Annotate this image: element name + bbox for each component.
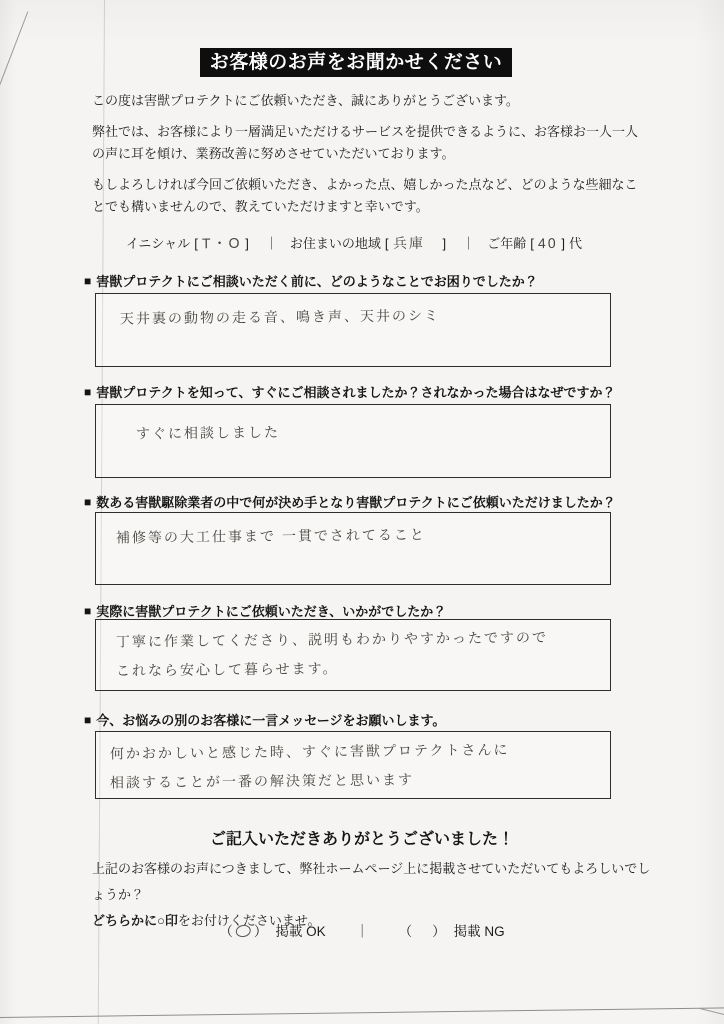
handwritten-answer-3: 補修等の大工仕事まで 一貫でされてること [115, 526, 426, 546]
handwritten-answer-4-line-2: これなら安心して暮らせます。 [115, 660, 339, 679]
initial-label: イニシャル [125, 236, 191, 251]
paren: ） [432, 924, 446, 939]
paper-edge-topleft [0, 11, 28, 88]
thanks-heading: ご記入いただきありがとうございました！ [209, 831, 514, 848]
region-label: お住まいの地域 [289, 236, 381, 251]
bullet-square-icon: ■ [84, 274, 92, 288]
respondent-profile-row [92, 233, 644, 253]
age-label: ご年齢 [487, 236, 527, 251]
paren: ） [253, 924, 268, 939]
publish-ng-label: 掲載 NG [453, 924, 505, 939]
intro-paragraph-3: もしよろしければ今回ご依頼いただき、よかった点、嬉しかった点など、どのような些細なことでも構いませんので、教えていただけますと幸いです。 [92, 177, 638, 214]
publish-ok-option [219, 924, 329, 939]
bracket: [ [530, 236, 534, 251]
paren: （ [219, 924, 233, 939]
intro-section [92, 90, 644, 227]
paren: （ [398, 924, 413, 939]
handwritten-answer-5-line-1: 何かおかしいと感じた時、すぐに害獣プロテクトさんに [109, 741, 510, 762]
bullet-square-icon: ■ [84, 604, 92, 618]
separator: ｜ [462, 236, 476, 251]
question-4-label: ■ 実際に害獣プロテクトにご依頼いただき、いかがでしたか？ [84, 604, 447, 619]
publish-ng-option [399, 924, 505, 939]
handwritten-answer-1: 天井裏の動物の走る音、鳴き声、天井のシミ [119, 307, 441, 327]
form-title-banner [200, 48, 512, 77]
bracket: [ [384, 236, 389, 251]
handwritten-answer-5-line-2: 相談することが一番の解決策だと思います [109, 771, 415, 791]
bullet-square-icon: ■ [84, 713, 92, 727]
answer-box-2 [95, 404, 611, 478]
paper-edge-corner [700, 1008, 724, 1015]
bracket: ] [442, 236, 447, 251]
initial-value-handwritten: T・O [201, 234, 242, 252]
paper-edge-bottom [0, 1007, 724, 1018]
intro-paragraph-2: 弊社では、お客様により一層満足いただけるサービスを提供できるように、お客様お一人一人の声に耳を傾け、業務改善に努めさせていただいております。 [92, 124, 639, 161]
bracket: [ [194, 236, 198, 251]
handwritten-circle-mark [235, 924, 252, 939]
intro-paragraph-1: この度は害獣プロテクトにご依頼いただき、誠にありがとうございます。 [92, 93, 519, 108]
question-1-label: ■ 害獣プロテクトにご相談いただく前に、どのようなことでお困りでしたか？ [84, 274, 538, 289]
answer-box-3 [95, 512, 611, 585]
age-value-handwritten: 40 [537, 234, 558, 252]
answer-box-4 [95, 619, 611, 691]
instruction-rest: をお付けくださいませ。 [177, 913, 321, 928]
question-2-label: ■ 害獣プロテクトを知って、すぐにご相談されましたか？されなかった場合はなぜですか？ [84, 385, 616, 400]
age-suffix: 代 [569, 236, 583, 251]
instruction-bold: どちらかに○印 [92, 913, 178, 928]
form-title: お客様のお声をお聞かせください [209, 52, 503, 73]
handwritten-answer-2: すぐに相談しました [135, 423, 281, 442]
bullet-square-icon: ■ [84, 385, 92, 399]
publish-question: 上記のお客様のお声につきまして、弊社ホームページ上に掲載させていただいてもよろしいでしょうか？ [92, 861, 651, 902]
bracket: ] [561, 236, 566, 251]
region-value-handwritten: 兵庫 [392, 234, 425, 252]
answer-box-1 [95, 293, 611, 367]
publish-ok-label: 掲載 OK [275, 924, 326, 939]
separator: ｜ [355, 924, 369, 939]
publish-choice-row [0, 920, 724, 940]
bracket: ] [245, 236, 249, 251]
bullet-square-icon: ■ [84, 495, 92, 509]
question-3-label: ■ 数ある害獣駆除業者の中で何が決め手となり害獣プロテクトにご依頼いただけましたか？ [84, 495, 616, 510]
handwritten-answer-4-line-1: 丁寧に作業してくださり、説明もわかりやすかったですので [115, 629, 549, 650]
separator: ｜ [264, 236, 278, 251]
question-5-label: ■ 今、お悩みの別のお客様に一言メッセージをお願いします。 [84, 713, 446, 728]
answer-box-5 [95, 731, 611, 799]
